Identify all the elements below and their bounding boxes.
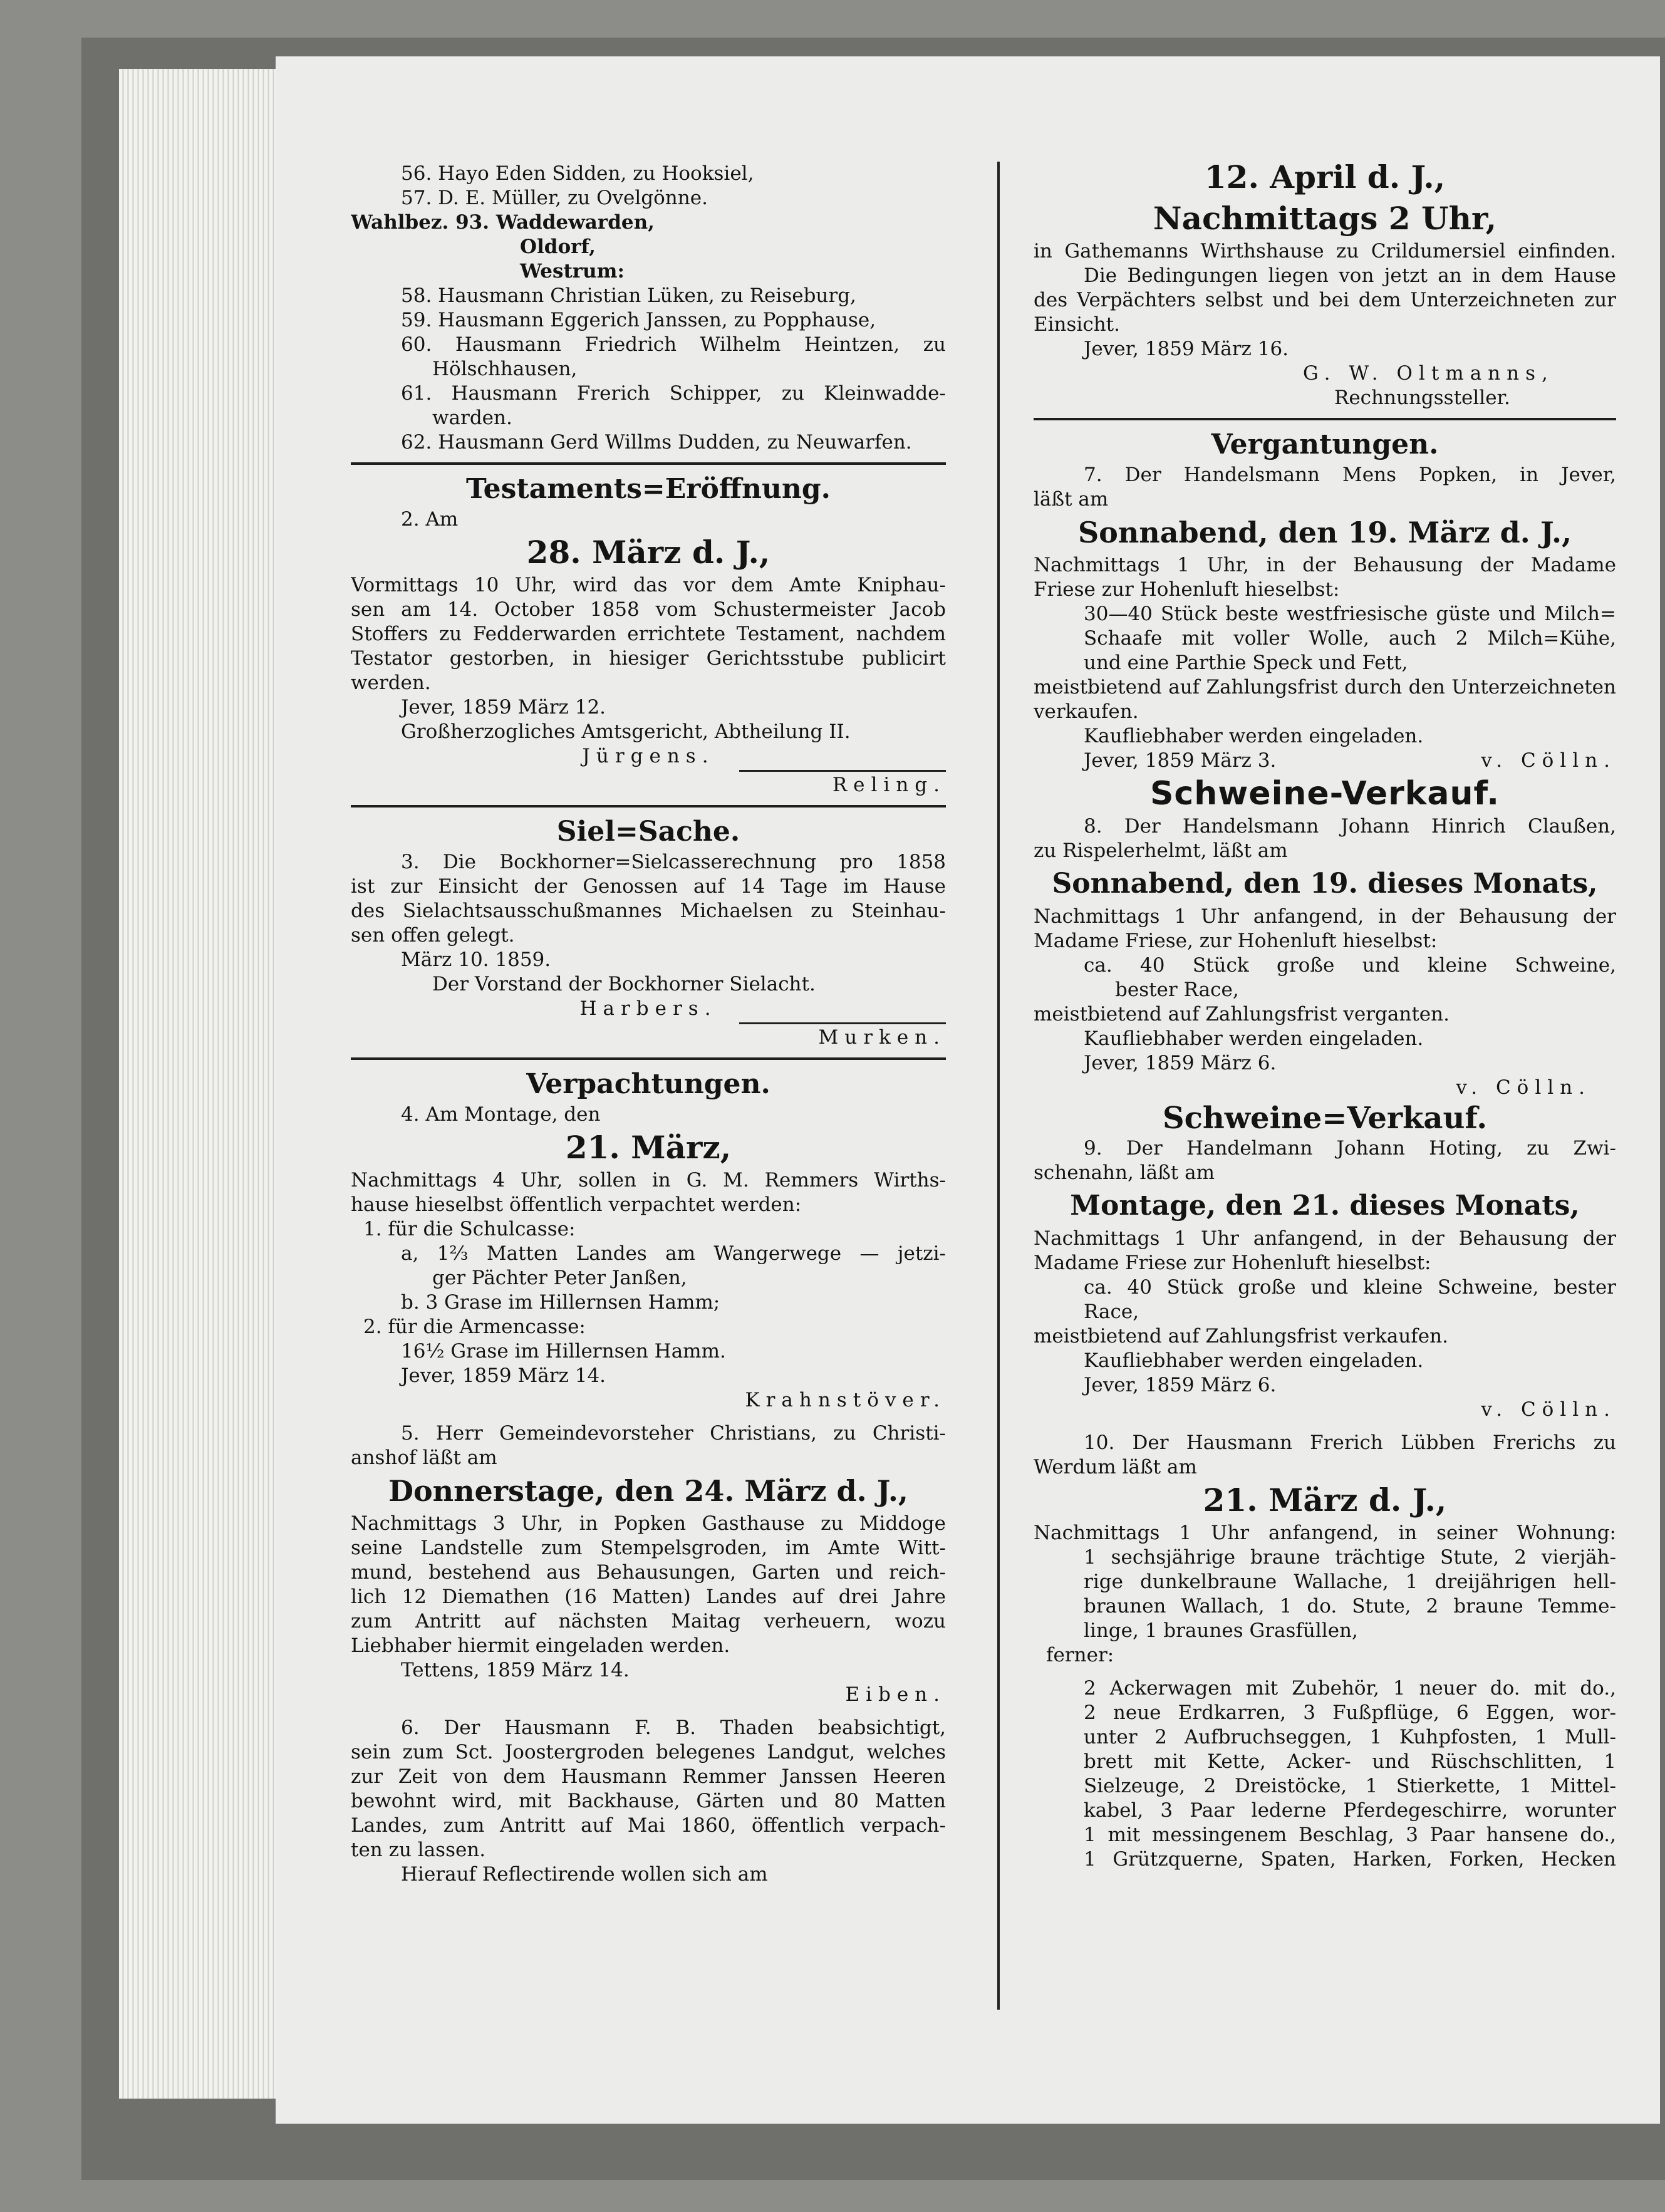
body-line: linge, 1 braunes Grasfüllen, — [1084, 1619, 1358, 1642]
body-line: anshof läßt am — [351, 1446, 497, 1469]
body-line: b. 3 Grase im Hillernsen Hamm; — [401, 1291, 720, 1314]
body-line: 30—40 Stück beste westfriesische güste und Milch= — [1084, 603, 1616, 625]
body-line: Hierauf Reflectirende wollen sich am — [401, 1863, 768, 1886]
list-item: warden. — [432, 407, 512, 429]
place-date: Jever, 1859 März 6. — [1084, 1374, 1277, 1396]
body-line: lich 12 Diemathen (16 Matten) Landes auf drei Jahre — [351, 1586, 946, 1608]
district-place: Oldorf, — [520, 236, 596, 258]
schweine-notice-2 — [1034, 1100, 1616, 1422]
section-rule — [351, 462, 946, 465]
candidate-list — [351, 162, 946, 455]
body-line: 5. Herr Gemeindevorsteher Christians, zu Christi- — [401, 1422, 946, 1445]
body-line: meistbietend auf Zahlungsfrist verganten. — [1034, 1003, 1450, 1026]
authority: Großherzogliches Amtsgericht, Abtheilung II. — [401, 720, 851, 743]
body-line: 1 mit messingenem Beschlag, 3 Paar hansene do., — [1084, 1824, 1616, 1846]
body-line: in Gathemanns Wirthshause zu Crildumersiel einfinden. — [1034, 240, 1616, 262]
body-line: Race, — [1084, 1301, 1139, 1323]
body-line: Die Bedingungen liegen von jetzt an in dem Hause — [1084, 264, 1616, 287]
item10-notice — [1034, 1431, 1616, 1872]
body-line: 9. Der Handelmann Johann Hoting, zu Zwi- — [1084, 1137, 1616, 1160]
notice-number: 2. Am — [401, 508, 459, 531]
section-heading: Schweine-Verkauf. — [1149, 775, 1500, 813]
signer-role: Rechnungssteller. — [1334, 387, 1510, 409]
body-line: a, 1⅔ Matten Landes am Wangerwege — jetzi- — [401, 1242, 946, 1265]
body-line: 7. Der Handelsmann Mens Popken, in Jever, — [1084, 464, 1616, 486]
spacer — [351, 1707, 946, 1716]
notice-date: 21. März, — [565, 1129, 732, 1166]
place-date: Jever, 1859 März 6. — [1084, 1052, 1277, 1074]
body-line: läßt am — [1034, 488, 1109, 511]
signature: G. W. Oltmanns, — [1303, 362, 1554, 385]
list-item: 61. Hausmann Frerich Schipper, zu Kleinwadde- — [401, 382, 946, 405]
body-line: unter 2 Aufbruchseggen, 1 Kuhpfosten, 1 Mull- — [1084, 1726, 1616, 1748]
body-line: Kaufliebhaber werden eingeladen. — [1084, 1027, 1424, 1050]
place-date: Jever, 1859 März 12. — [401, 696, 606, 719]
body-line: Liebhaber hiermit eingeladen werden. — [351, 1634, 730, 1657]
body-line: Sielzeuge, 2 Dreistöcke, 1 Stierkette, 1 Mittel- — [1084, 1775, 1616, 1797]
body-line: Kaufliebhaber werden eingeladen. — [1084, 725, 1424, 747]
body-line: Landes, zum Antritt auf Mai 1860, öffentlich verpach- — [351, 1814, 946, 1837]
section-heading: Siel=Sache. — [556, 816, 740, 848]
signature: v. Cölln. — [1481, 749, 1616, 772]
newspaper-page — [276, 56, 1660, 2124]
page-edges — [119, 69, 288, 2099]
signature: Eiben. — [845, 1683, 946, 1706]
signature-rule — [739, 770, 946, 772]
notice-date: 28. März d. J., — [526, 534, 770, 571]
body-line: des Sielachtsausschußmannes Michaelsen zu Steinhau- — [351, 900, 946, 922]
body-line: Nachmittags 1 Uhr anfangend, in der Behausung der — [1034, 905, 1616, 928]
body-line: Werdum läßt am — [1034, 1456, 1197, 1478]
spacer — [351, 1413, 946, 1421]
body-line: ger Pächter Peter Janßen, — [432, 1267, 687, 1289]
signature: Jürgens. — [582, 745, 715, 767]
body-line: hause hieselbst öffentlich verpachtet werden: — [351, 1193, 802, 1216]
body-line: 1 sechsjährige braune trächtige Stute, 2 vierjäh- — [1084, 1546, 1616, 1569]
signature: v. Cölln. — [1481, 1398, 1616, 1421]
section-heading: Testaments=Eröffnung. — [465, 473, 831, 505]
body-line: Kaufliebhaber werden eingeladen. — [1084, 1349, 1424, 1372]
body-line: meistbietend auf Zahlungsfrist verkaufen. — [1034, 1325, 1448, 1347]
body-line: sein zum Sct. Joostergroden belegenes Landgut, welches — [351, 1741, 946, 1763]
notice-date: Donnerstage, den 24. März d. J., — [388, 1474, 908, 1508]
body-line: Madame Friese zur Hohenluft hieselbst: — [1034, 1252, 1431, 1274]
section-heading: Vergantungen. — [1211, 428, 1439, 460]
body-line: 16½ Grase im Hillernsen Hamm. — [401, 1340, 726, 1363]
section-rule — [1034, 418, 1616, 420]
body-line: kabel, 3 Paar lederne Pferdegeschirre, worunter — [1084, 1799, 1616, 1822]
list-item: 58. Hausmann Christian Lüken, zu Reiseburg, — [401, 284, 856, 307]
signature: Harbers. — [579, 997, 717, 1020]
schweine-notice-1 — [1034, 773, 1616, 1100]
notice-date: 21. März d. J., — [1203, 1482, 1447, 1519]
place-date: Tettens, 1859 März 14. — [401, 1659, 630, 1681]
signature: v. Cölln. — [1456, 1076, 1591, 1099]
list-item: Hölschhausen, — [432, 358, 578, 380]
vergantungen-notice — [1034, 427, 1616, 773]
body-line: schenahn, läßt am — [1034, 1161, 1215, 1184]
body-line: Testator gestorben, in hiesiger Gerichtsstube publicirt — [351, 647, 946, 670]
signature-rule — [739, 1022, 946, 1024]
notice-date: Sonnabend, den 19. dieses Monats, — [1052, 868, 1598, 900]
body-line: 10. Der Hausmann Frerich Lübben Frerichs zu — [1084, 1431, 1616, 1454]
body-line: 6. Der Hausmann F. B. Thaden beabsichtigt, — [401, 1716, 946, 1739]
body-line: Einsicht. — [1034, 313, 1120, 336]
list-item: 57. D. E. Müller, zu Ovelgönne. — [401, 187, 708, 209]
verpachtungen-notice — [351, 1066, 946, 1887]
body-line: ca. 40 Stück große und kleine Schweine, bester — [1084, 1276, 1616, 1299]
body-line: werden. — [351, 672, 431, 694]
body-line: meistbietend auf Zahlungsfrist durch den Unterzeichneten — [1034, 676, 1616, 698]
body-line: bewohnt wird, mit Backhause, Gärten und 80 Matten — [351, 1790, 946, 1812]
testament-notice — [351, 471, 946, 797]
body-line: 2. für die Armencasse: — [363, 1316, 586, 1338]
body-line: 3. Die Bockhorner=Sielcasserechnung pro 1858 — [401, 851, 946, 873]
list-item: 59. Hausmann Eggerich Janssen, zu Popphause, — [401, 309, 876, 331]
body-line: Nachmittags 3 Uhr, in Popken Gasthause zu Middoge — [351, 1512, 946, 1535]
body-line: und eine Parthie Speck und Fett, — [1084, 652, 1408, 674]
list-item: 62. Hausmann Gerd Willms Dudden, zu Neuwarfen. — [401, 431, 912, 454]
body-line: Nachmittags 1 Uhr anfangend, in der Behausung der — [1034, 1227, 1616, 1250]
left-column — [351, 162, 946, 1887]
body-line: 1. für die Schulcasse: — [363, 1218, 576, 1240]
notice-date: Sonnabend, den 19. März d. J., — [1077, 516, 1572, 549]
section-rule — [351, 805, 946, 807]
body-line: Nachmittags 4 Uhr, sollen in G. M. Remmers Wirths- — [351, 1169, 946, 1192]
column-divider — [997, 162, 1000, 2010]
notice-date: Montage, den 21. dieses Monats, — [1070, 1190, 1580, 1222]
body-line: ist zur Einsicht der Genossen auf 14 Tage im Hause — [351, 875, 946, 898]
body-line: brett mit Kette, Acker- und Rüschschlitten, 1 — [1084, 1750, 1616, 1773]
district-heading: Wahlbez. 93. Waddewarden, — [351, 211, 655, 234]
body-line: des Verpächters selbst und bei dem Unterzeichneten zur — [1034, 289, 1616, 311]
body-line: zu Rispelerhelmt, läßt am — [1034, 839, 1288, 862]
body-line: Madame Friese, zur Hohenluft hieselbst: — [1034, 930, 1438, 952]
place-date: Jever, 1859 März 16. — [1084, 338, 1289, 360]
notice-time: Nachmittags 2 Uhr, — [1153, 200, 1497, 237]
body-line: ten zu lassen. — [351, 1839, 486, 1861]
body-line: mund, bestehend aus Behausungen, Garten und reich- — [351, 1561, 946, 1584]
body-line: Nachmittags 1 Uhr anfangend, in seiner Wohnung: — [1034, 1522, 1616, 1544]
body-line: Schaafe mit voller Wolle, auch 2 Milch=Kühe, — [1084, 627, 1616, 650]
body-line: Friese zur Hohenluft hieselbst: — [1034, 578, 1340, 601]
body-line: sen am 14. October 1858 vom Schustermeister Jacob — [351, 598, 946, 621]
spacer — [1034, 1422, 1616, 1431]
signature: Murken. — [818, 1026, 946, 1049]
body-line: 8. Der Handelsmann Johann Hinrich Claußen, — [1084, 815, 1616, 838]
place-date: Jever, 1859 März 14. — [401, 1364, 606, 1387]
body-line: braunen Wallach, 1 do. Stute, 2 braune Temme- — [1084, 1595, 1616, 1617]
body-line: 2 neue Erdkarren, 3 Fußpflüge, 6 Eggen, wor- — [1084, 1701, 1616, 1724]
section-heading: Verpachtungen. — [526, 1068, 770, 1100]
district-place: Westrum: — [520, 260, 625, 283]
body-line: rige dunkelbraune Wallache, 1 dreijährigen hell- — [1084, 1571, 1616, 1593]
list-item: 56. Hayo Eden Sidden, zu Hooksiel, — [401, 162, 754, 185]
notice-date: 12. April d. J., — [1204, 158, 1446, 195]
body-line: 1 Grützquerne, Spaten, Harken, Forken, Hecken — [1084, 1848, 1616, 1871]
body-line: Stoffers zu Fedderwarden errichtete Testament, nachdem — [351, 623, 946, 645]
body-line: verkaufen. — [1034, 700, 1139, 723]
notice-date: März 10. 1859. — [401, 948, 551, 971]
continued-notice — [1034, 157, 1616, 410]
body-line: sen offen gelegt. — [351, 924, 515, 947]
signature: Reling. — [832, 774, 946, 796]
body-line: Nachmittags 1 Uhr, in der Behausung der Madame — [1034, 554, 1616, 576]
place-date: Jever, 1859 März 3. — [1084, 749, 1277, 772]
body-line: seine Landstelle zum Stempelsgroden, im Amte Witt- — [351, 1537, 946, 1559]
authority: Der Vorstand der Bockhorner Sielacht. — [432, 973, 816, 995]
body-line: Vormittags 10 Uhr, wird das vor dem Amte Kniphau- — [351, 574, 946, 596]
list-item: 60. Hausmann Friedrich Wilhelm Heintzen, zu — [401, 333, 946, 356]
body-line: zum Antritt auf nächsten Maitag verheuern, wozu — [351, 1610, 946, 1633]
spacer — [1034, 1668, 1616, 1676]
body-line: ferner: — [1046, 1644, 1114, 1666]
body-line: bester Race, — [1115, 979, 1239, 1001]
notice-number: 4. Am Montage, den — [401, 1103, 601, 1126]
body-line: 2 Ackerwagen mit Zubehör, 1 neuer do. mit do., — [1084, 1677, 1616, 1700]
right-column — [1034, 157, 1616, 1872]
section-heading: Schweine=Verkauf. — [1162, 1101, 1488, 1136]
signature: Krahnstöver. — [745, 1389, 946, 1411]
body-line: ca. 40 Stück große und kleine Schweine, — [1084, 954, 1616, 977]
section-rule — [351, 1057, 946, 1060]
siel-notice — [351, 814, 946, 1050]
body-line: zur Zeit von dem Hausmann Remmer Janssen Heeren — [351, 1765, 946, 1788]
